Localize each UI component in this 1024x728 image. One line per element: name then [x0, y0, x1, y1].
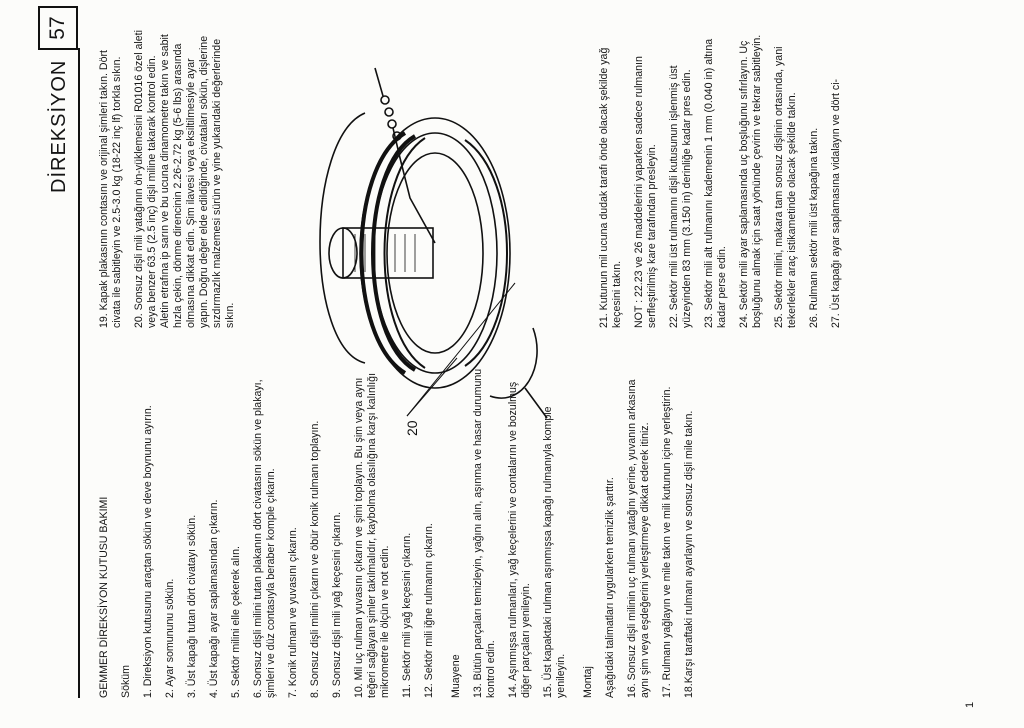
step-11: 11. Sektör mili yağ keçesini çıkarın.	[401, 532, 413, 698]
page-title: DİREKSİYON	[48, 59, 70, 193]
step-21: 21. Kutunun mil ucuna dudak tarafı önde olacak şekilde yağ keçesini takın.	[598, 47, 623, 328]
step-20: 20. Sonsuz dişli mili yatağının ön-yüklemesini R01016 özel aleti veya benzer 63.5 (2.5 inç) dişli miline takarak kontrol edin. Aletin etrafına ip sarın ve bu ucuna dinamometre takın ve sabit hızla çekin, dönme direncinin 2.26-2.72 kg (5-6 lbs) arasında olmasına dikkat edin. Şim ilavesi veya eksiltilmesiyle ayar yapın. Doğru değer elde edildiğinde, civataları sökün, dişlerine sızdırmazlık malzemesi sürün ve yine yukarıdaki değerlerinde sıkın.	[133, 30, 236, 328]
step-23: 23. Sektör mili alt rulmanını kademenin 1 mm (0.040 in) altına kadar perse edin.	[703, 38, 728, 328]
step-16: 16. Sonsuz dişli milinin uç rulmanı yatağını yerine, yuvanın arkasına aynı şim veya eşdeğerini yerleştirmeye dikkat ederek itiniz.	[626, 379, 651, 698]
step-13: 13. Bütün parçaları temizleyin, yağını alın, aşınma ve hasar durumunu kontrol edin.	[472, 368, 497, 698]
preload-tool-drawing	[285, 58, 553, 458]
page-number: 57	[38, 6, 78, 50]
step-24: 24. Sektör mili ayar saplamasında uç boşluğunu sıfırlayın. Uç boşluğunu almak için saat yönünde çevirin ve tekrar sabitleyin.	[738, 34, 763, 328]
step-8: 8. Sonsuz dişli milini çıkarın ve öbür konik rulmanı toplayın.	[309, 420, 321, 698]
step-27: 27. Üst kapağı ayar saplamasına vidalayın ve dört ci-	[830, 78, 842, 328]
right-column-bottom	[598, 28, 852, 328]
figure-label: 20	[404, 420, 420, 436]
note: NOT : 22.23 ve 26 maddelerini yaparken sadece rulmanın serfleştirilmiş kare tarafından presleyin.	[633, 56, 658, 328]
page-header	[0, 0, 90, 728]
step-2: 2. Ayar somununu sökün.	[164, 578, 176, 698]
step-9: 9. Sonsuz dişli mili yağ keçesini çıkarın.	[331, 511, 343, 698]
step-10: 10. Mil uç rulman yuvasını çıkarın ve şimi toplayın. Bu şim veya aynı teğeri sağlayan şimler takılmalıdır, kaybolma olasılığına karşı kalınlığı mikrometre ile ölçün ve not edin.	[353, 372, 391, 698]
section-title: GEMMER DİREKSİYON KUTUSU BAKIMI	[98, 496, 110, 698]
step-26: 26. Rulmanı sektör mili üst kapağına takın.	[808, 127, 820, 328]
step-15: 15. Üst kapaktaki rulman aşınmışsa kapağı rulmanıyla komple yenileyin.	[542, 406, 567, 698]
step-19: 19. Kapak plakasının contasını ve orijinal şimleri takın. Dört civata ile sabitleyin ve 2.5-3.0 kg (18-22 inç lf) torkla sıkın.	[98, 50, 123, 328]
removal-heading: Söküm	[120, 665, 132, 698]
step-12: 12. Sektör mili iğne rulmanını çıkarın.	[423, 523, 435, 698]
step-5: 5. Sektör milini elle çekerek alın.	[230, 546, 242, 698]
step-6: 6. Sonsuz dişli milini tutan plakanın dört civatasını sökün ve plakayı, şimleri ve düz contasıyla beraber komple çıkarın.	[252, 379, 277, 698]
header-divider	[78, 48, 80, 698]
inspection-heading: Muayene	[450, 654, 462, 698]
assembly-intro: Aşağıdaki talimatları uygularken temizlik şarttır.	[604, 477, 616, 698]
step-4: 4. Üst kapağı ayar saplamasından çıkarın.	[208, 499, 220, 698]
step-17: 17. Rulmanı yağlayın ve mile takın ve mili kutunun içine yerleştirin.	[661, 386, 673, 698]
assembly-heading: Montaj	[582, 666, 594, 698]
step-25: 25. Sektör milini, makara tam sonsuz dişlinin ortasında, yani tekerlekler araç istikametinde olacak şekilde takın.	[773, 46, 798, 328]
right-column-top	[98, 28, 246, 328]
step-3: 3. Üst kapağı tutan dört civatayı sökün.	[186, 514, 198, 698]
step-14: 14. Aşınmışsa rulmanları, yağ keçelerini ve contalarını ve bozulmuş diğer parçaları yenileyin.	[507, 381, 532, 698]
step-22: 22. Sektör mili üst rulmanını dişli kutusunun işlenmiş üst yüzeyinden 83 mm (3.150 in) derinliğe kadar pres edin.	[668, 65, 693, 328]
step-18: 18.Karşı taraftaki rulmanı ayarlayın ve sonsuz dişli mile takın.	[683, 410, 695, 698]
page-corner-marker: 1	[964, 701, 976, 708]
step-1: 1. Direksiyon kutusunu araçtan sökün ve deve boynunu ayırın.	[142, 405, 154, 698]
step-7: 7. Konik rulmanı ve yuvasını çıkarın.	[287, 527, 299, 698]
